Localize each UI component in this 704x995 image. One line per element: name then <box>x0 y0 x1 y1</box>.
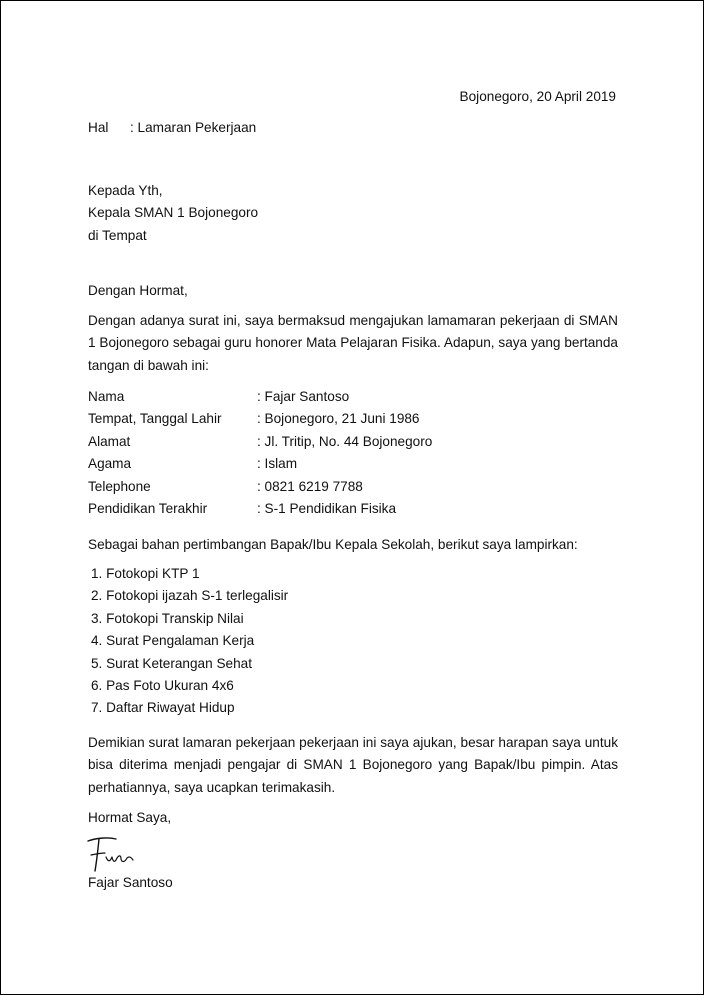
biodata-row <box>88 408 432 430</box>
consideration-line: Sebagai bahan pertimbangan Bapak/Ibu Kepala Sekolah, berikut saya lampirkan: <box>88 537 578 552</box>
recipient-block <box>88 180 258 247</box>
attachment-item: 6. Pas Foto Ukuran 4x6 <box>91 677 234 693</box>
biodata-value: : Fajar Santoso <box>257 389 350 404</box>
attachment-item: 7. Daftar Riwayat Hidup <box>91 700 235 716</box>
biodata-label: Tempat, Tanggal Lahir <box>88 411 222 427</box>
regards-line: Hormat Saya, <box>88 810 172 825</box>
recipient-line: Kepada Yth, <box>88 183 163 198</box>
letter-date: Bojonegoro, 20 April 2019 <box>459 89 616 104</box>
letter-subject <box>88 117 256 139</box>
biodata-label: Nama <box>88 389 125 404</box>
biodata-table <box>88 386 432 520</box>
biodata-label: Pendidikan Terakhir <box>88 500 208 516</box>
biodata-row <box>88 386 432 408</box>
biodata-value: : 0821 6219 7788 <box>257 478 363 494</box>
biodata-label: Alamat <box>88 433 131 449</box>
attachment-item: 1. Fotokopi KTP 1 <box>91 566 200 581</box>
attachment-item: 5. Surat Keterangan Sehat <box>91 655 252 671</box>
recipient-line: Kepala SMAN 1 Bojonegoro <box>88 205 259 221</box>
subject-value: : Lamaran Pekerjaan <box>130 120 257 135</box>
biodata-label: Agama <box>88 456 132 472</box>
closing-paragraph: Demikian surat lamaran pekerjaan pekerjaan ini saya ajukan, besar harapan saya untuk bisa diterima menjadi pengajar di SMAN 1 Bojonegoro yang Bapak/Ibu pimpin. Atas perhatiannya, saya ucapkan terimakasih. <box>88 735 618 795</box>
biodata-row <box>88 498 432 520</box>
biodata-row <box>88 453 432 475</box>
biodata-label: Telephone <box>88 478 151 494</box>
biodata-value: : Jl. Tritip, No. 44 Bojonegoro <box>257 433 433 449</box>
biodata-row <box>88 431 432 453</box>
attachment-list <box>91 563 288 720</box>
subject-label: Hal <box>88 120 109 135</box>
biodata-value: : Bojonegoro, 21 Juni 1986 <box>257 411 420 427</box>
biodata-row <box>88 476 432 498</box>
signer-name: Fajar Santoso <box>88 875 173 890</box>
biodata-value: : S-1 Pendidikan Fisika <box>257 500 397 516</box>
attachment-item: 4. Surat Pengalaman Kerja <box>91 633 255 649</box>
attachment-item: 3. Fotokopi Transkip Nilai <box>91 610 244 626</box>
intro-paragraph: Dengan adanya surat ini, saya bermaksud mengajukan lamamaran pekerjaan di SMAN 1 Bojonegoro sebagai guru honorer Mata Pelajaran Fisika. Adapun, saya yang bertanda tangan di bawah ini: <box>88 313 618 373</box>
greeting: Dengan Hormat, <box>88 283 188 298</box>
handwritten-signature <box>86 833 136 875</box>
biodata-value: : Islam <box>257 456 298 472</box>
recipient-line: di Tempat <box>88 227 147 243</box>
attachment-item: 2. Fotokopi ijazah S-1 terlegalisir <box>91 588 289 604</box>
